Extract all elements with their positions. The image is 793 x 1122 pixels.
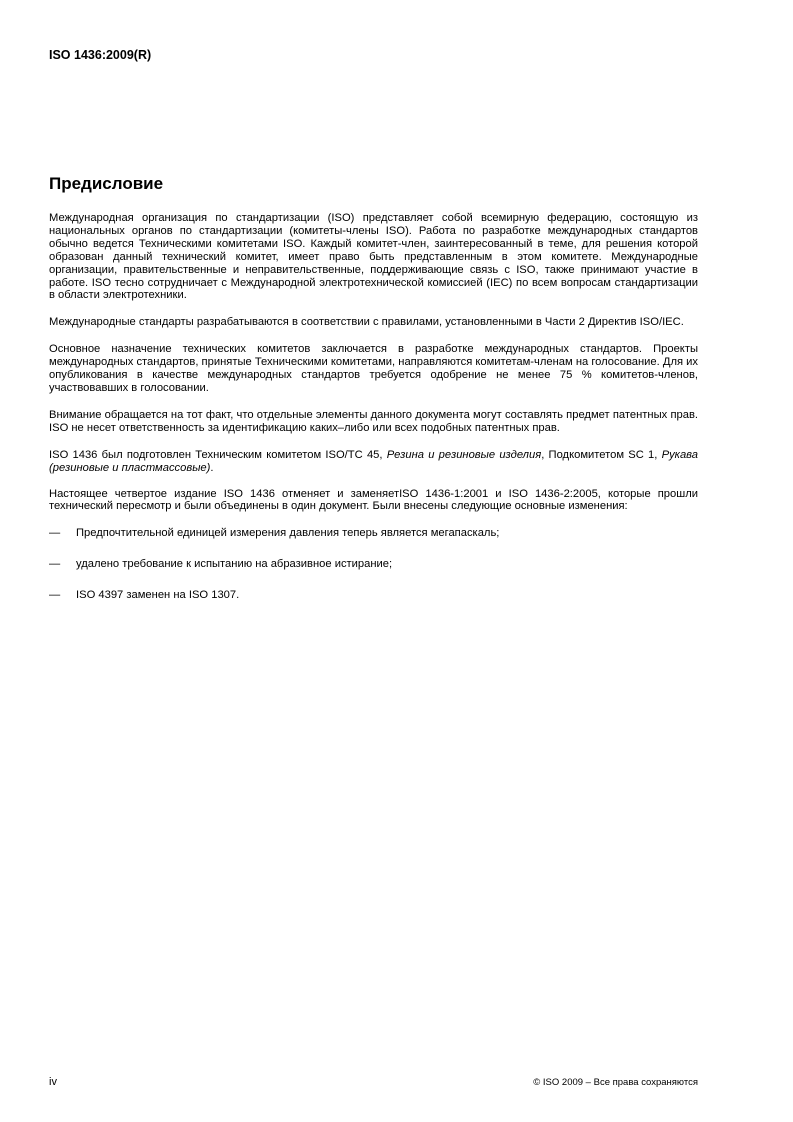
page-title: Предисловие (49, 174, 164, 193)
list-item (49, 527, 698, 540)
paragraph-edition: Настоящее четвертое издание ISO 1436 отменяет и заменяетISO 1436-1:2001 и ISO 1436-2:2005, которые прошли технический пересмотр и были объединены в один документ. Были внесены следующие основные изменения: (49, 487, 698, 513)
dash-bullet: — (49, 589, 61, 602)
paragraph-iso-intro: Международная организация по стандартизации (ISO) представляет собой всемирную федерацию, состоящую из национальных органов по стандартизации (комитеты-члены ISO). Работа по разработке международных стандартов обычно ведется Техническими комитетами ISO. Каждый комитет-член, заинтересованный в теме, для решения которой образован данный технический комитет, имеет право быть представленным в этом комитете. Международные организации, правительственные и неправительственные, поддерживающие связь с ISO, также принимают участие в работе. ISO тесно сотрудничает с Международной электротехнической комиссией (IEC) по всем вопросам стандартизации в области электротехники. (49, 212, 698, 302)
paragraph-patents: Внимание обращается на тот факт, что отдельные элементы данного документа могут составлять предмет патентных прав. ISO не несет ответственность за идентификацию каких–либо или всех подобных патентных прав. (49, 408, 698, 434)
list-item-text: удалено требование к испытанию на абразивное истирание; (76, 558, 393, 571)
subcommittee-title: Рукава (резиновые и пластмассовые) (49, 448, 699, 474)
subcommittee-text: , Подкомитетом SC 1, (541, 448, 662, 461)
dash-bullet: — (49, 558, 61, 571)
list-item-text: Предпочтительной единицей измерения давления теперь является мегапаскаль; (76, 527, 500, 540)
paragraph-directives: Международные стандарты разрабатываются в соответствии с правилами, установленными в Части 2 Директив ISO/IEC. (49, 316, 684, 329)
list-item-text: ISO 4397 заменен на ISO 1307. (76, 589, 240, 602)
list-item (49, 558, 698, 571)
dash-bullet: — (49, 527, 61, 540)
page-number: iv (49, 1076, 57, 1088)
paragraph-prepared-by (49, 449, 698, 475)
foreword-body (49, 212, 698, 620)
list-item (49, 589, 698, 602)
copyright-notice: © ISO 2009 – Все права сохраняются (533, 1077, 698, 1088)
sentence-end: . (210, 461, 214, 474)
changes-list (49, 527, 698, 602)
document-id: ISO 1436:2009(R) (49, 48, 152, 62)
prepared-by-text: ISO 1436 был подготовлен Техническим комитетом ISO/TC 45, (49, 448, 387, 461)
paragraph-committees: Основное назначение технических комитетов заключается в разработке международных стандартов. Проекты международных стандартов, принятые Техническими комитетами, направляются комитетам-членам на голосование. Для их опубликования в качестве международных стандартов требуется одобрение не менее 75 % комитетов-членов, участвовавших в голосовании. (49, 343, 698, 394)
committee-title: Резина и резиновые изделия (386, 448, 542, 461)
